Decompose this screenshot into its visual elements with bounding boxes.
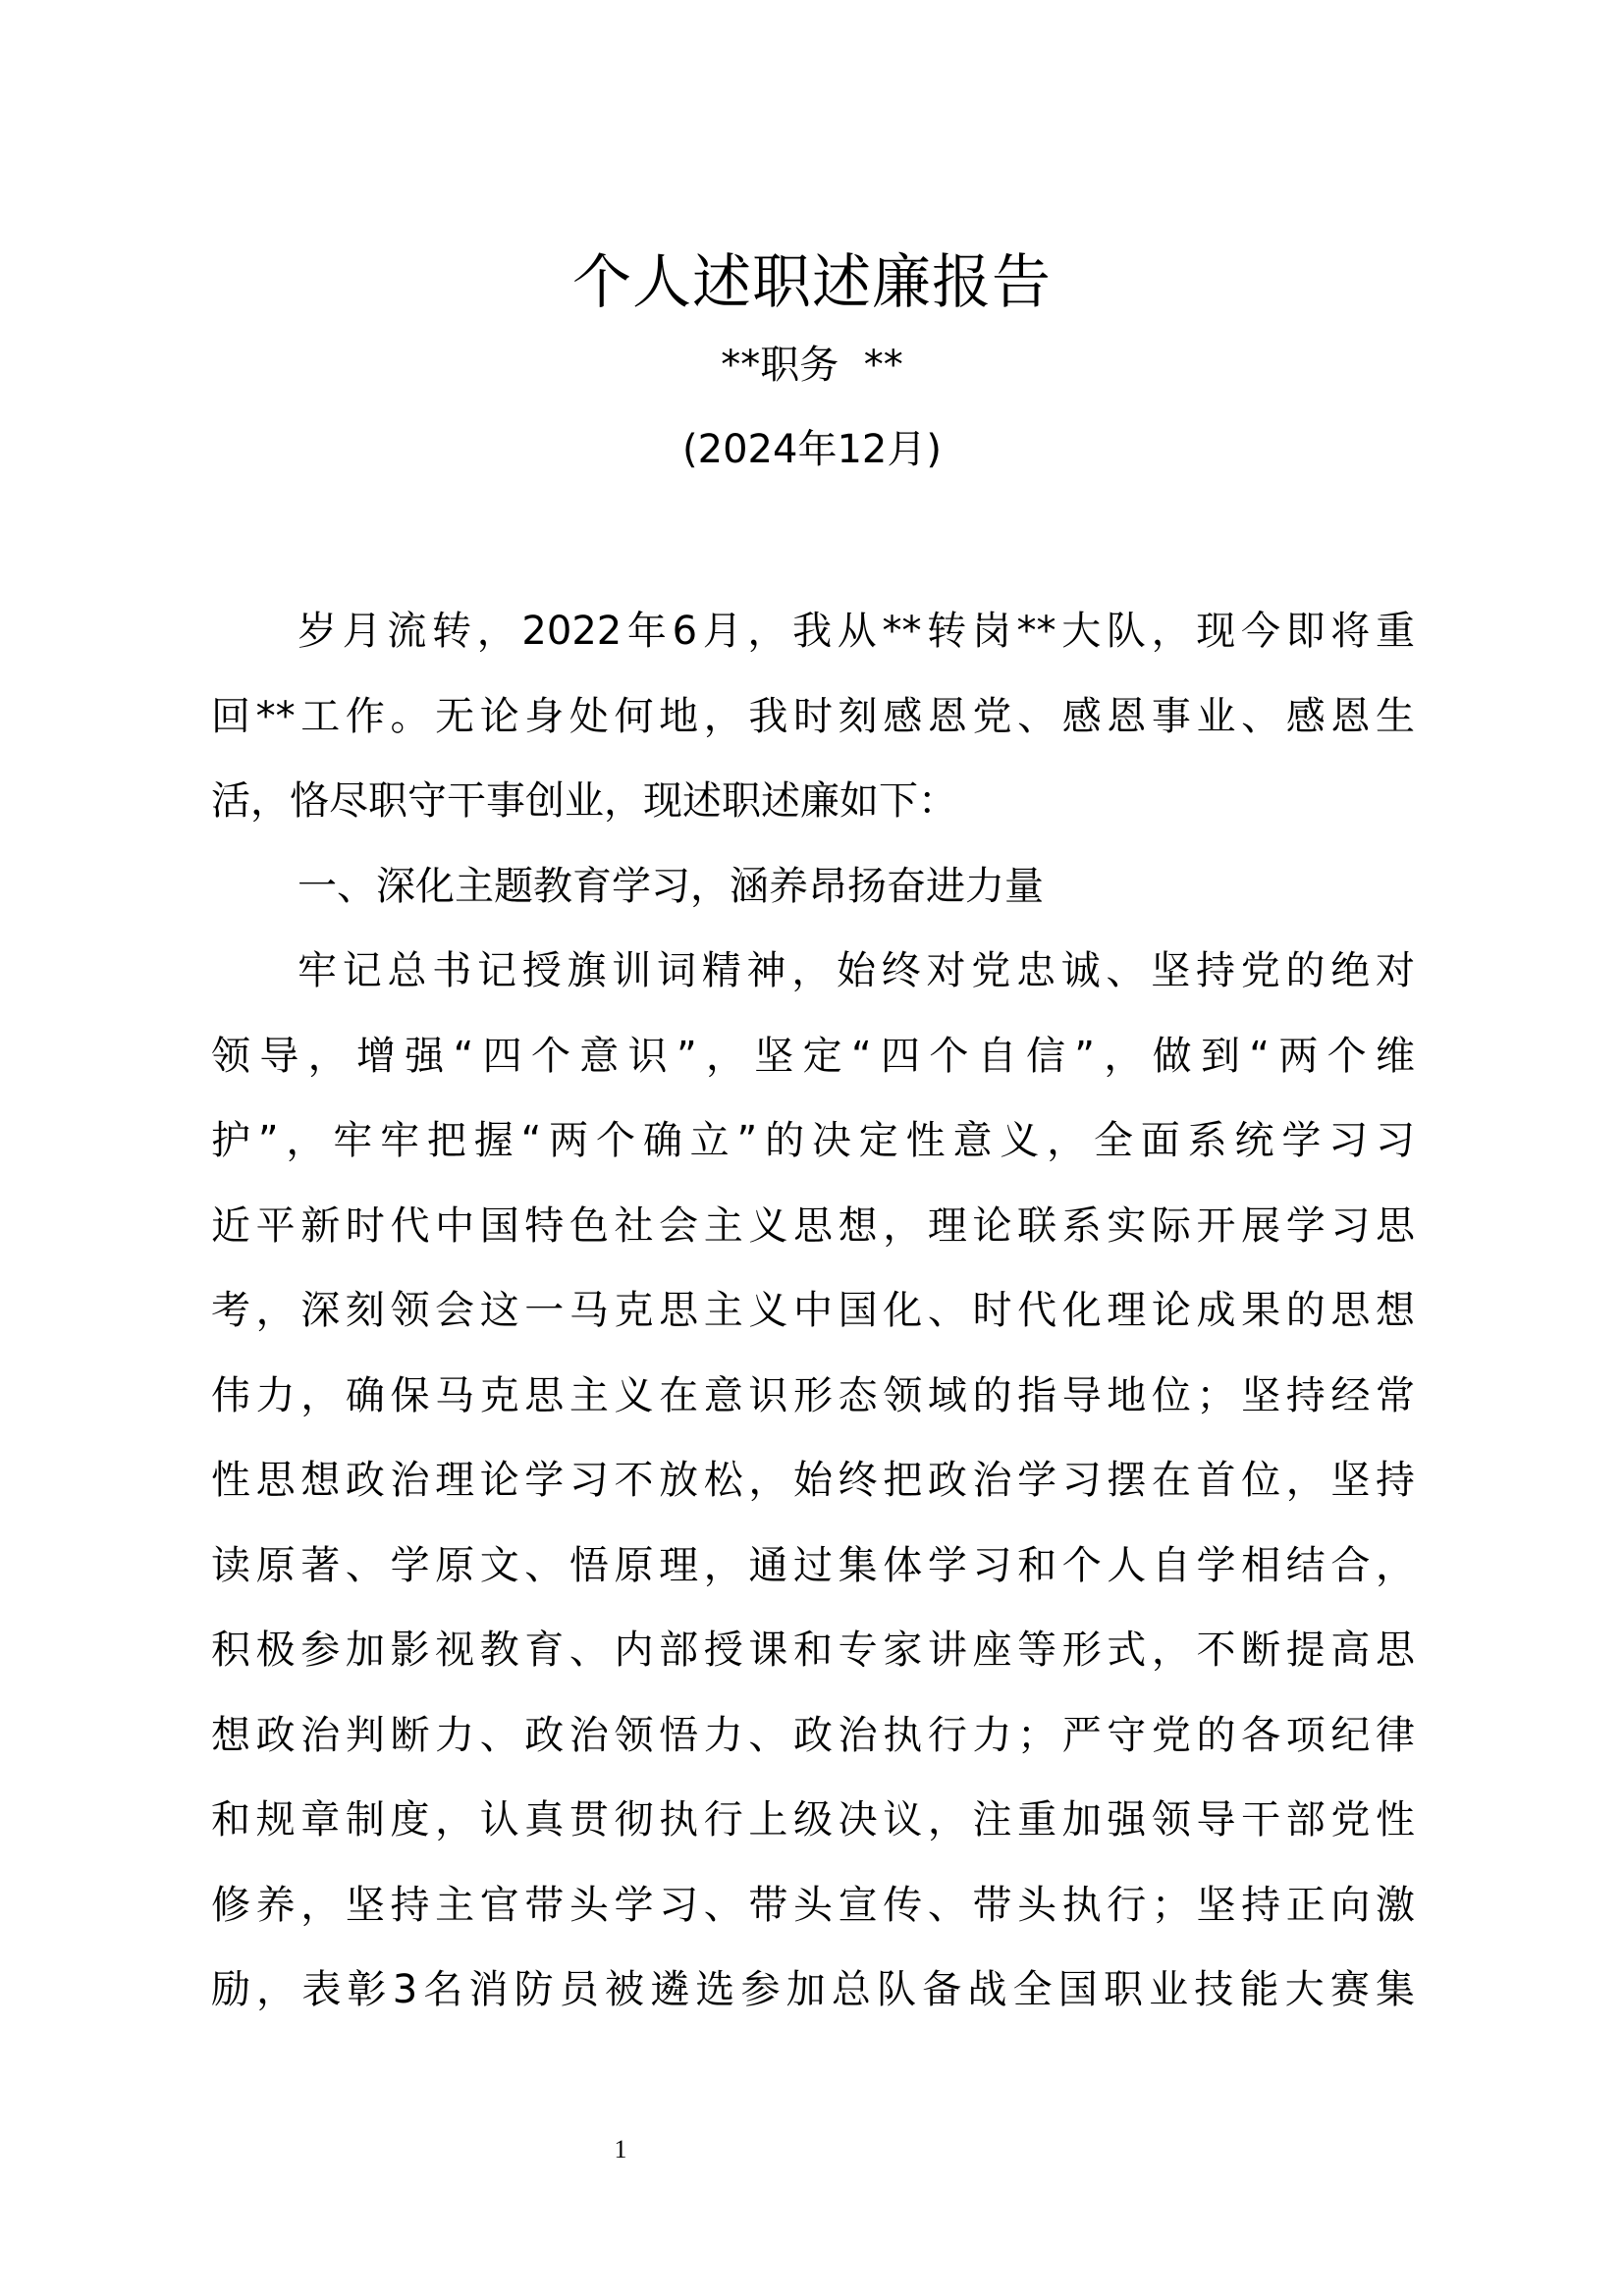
body-line: 想政治判断力、政治领悟力、政治执行力；严守党的各项纪律 bbox=[211, 1712, 1415, 1758]
body-line: 性思想政治理论学习不放松，始终把政治学习摆在首位，坚持 bbox=[211, 1458, 1415, 1503]
body-line: 励，表彰3名消防员被遴选参加总队备战全国职业技能大赛集 bbox=[211, 1967, 1415, 2012]
body-line: 护”，牢牢把握“两个确立”的决定性意义，全面系统学习习 bbox=[211, 1118, 1415, 1163]
body-line: 和规章制度，认真贯彻执行上级决议，注重加强领导干部党性 bbox=[211, 1797, 1415, 1842]
body-line: 近平新时代中国特色社会主义思想，理论联系实际开展学习思 bbox=[211, 1202, 1415, 1249]
document-title: 个人述职述廉报告 bbox=[572, 248, 1052, 317]
body-line: 牢记总书记授旗训词精神，始终对党忠诚、坚持党的绝对 bbox=[298, 948, 1415, 993]
body-line: 修养，坚持主官带头学习、带头宣传、带头执行；坚持正向激 bbox=[211, 1882, 1415, 1928]
body-line: 岁月流转，2022年6月，我从**转岗**大队，现今即将重 bbox=[298, 609, 1415, 654]
document-subtitle: **职务 ** bbox=[721, 343, 903, 388]
page-number: 1 bbox=[614, 2135, 627, 2163]
body-line: 伟力，确保马克思主义在意识形态领域的指导地位；坚持经常 bbox=[211, 1372, 1415, 1418]
body-line: 领导，增强“四个意识”，坚定“四个自信”，做到“两个维 bbox=[211, 1033, 1415, 1079]
section-heading: 一、深化主题教育学习，涵养昂扬奋进力量 bbox=[298, 863, 1044, 909]
body-line: 回**工作。无论身处何地，我时刻感恩党、感恩事业、感恩生 bbox=[211, 693, 1415, 739]
document-body bbox=[211, 589, 1415, 2033]
document-date: (2024年12月) bbox=[682, 427, 942, 472]
body-line: 考，深刻领会这一马克思主义中国化、时代化理论成果的思想 bbox=[211, 1288, 1415, 1333]
body-line: 活，恪尽职守干事创业，现述职述廉如下： bbox=[211, 778, 957, 824]
body-line: 积极参加影视教育、内部授课和专家讲座等形式，不断提高思 bbox=[211, 1628, 1415, 1673]
body-line: 读原著、学原文、悟原理，通过集体学习和个人自学相结合， bbox=[211, 1542, 1415, 1588]
